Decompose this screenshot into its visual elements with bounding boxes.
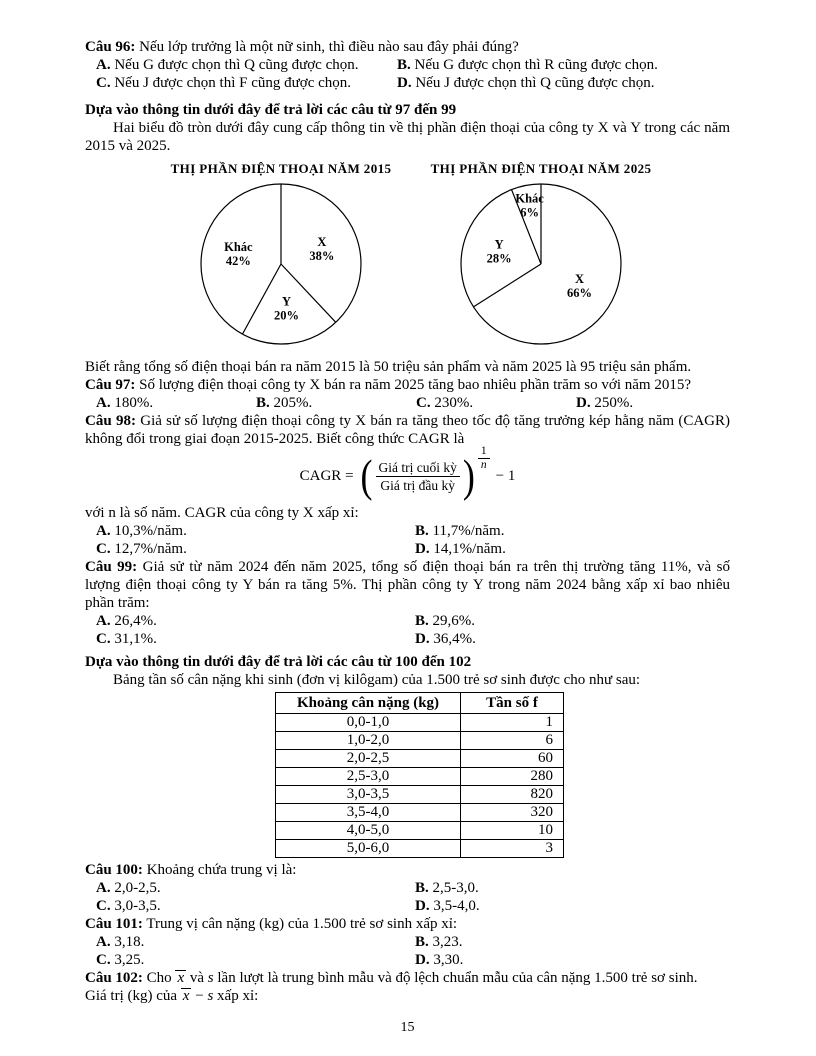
question-101-label: Câu 101:	[85, 916, 143, 932]
answer-option-b: B. 11,7%/năm.	[415, 523, 505, 539]
pie-chart-2015	[165, 161, 397, 354]
weight-range-cell: 3,0-3,5	[276, 786, 461, 804]
weight-range-cell: 3,5-4,0	[276, 804, 461, 822]
answer-option-d: D. Nếu J được chọn thì Q cũng được chọn.	[397, 75, 655, 91]
x-bar-symbol: x	[182, 988, 190, 1004]
question-102	[85, 969, 730, 1005]
question-97-text: Câu 97: Số lượng điện thoại công ty X bán ra năm 2025 tăng bao nhiêu phần trăm so với năm 2015?	[85, 377, 691, 393]
pie-slice-label: Khác	[515, 191, 544, 206]
answer-option-c: C. 3,0-3,5.	[96, 898, 161, 914]
question-97-options	[85, 394, 730, 412]
table-row	[276, 750, 564, 768]
question-96	[85, 38, 730, 92]
table-header-cell: Tần số f	[461, 693, 564, 714]
frequency-cell: 10	[461, 822, 564, 840]
section-header-100-102: Dựa vào thông tin dưới đây để trả lời các câu từ 100 đến 102	[85, 654, 472, 670]
frequency-table	[275, 692, 564, 858]
weight-range-cell: 2,5-3,0	[276, 768, 461, 786]
question-98	[85, 412, 730, 558]
pie-chart-2015-figure	[165, 177, 397, 354]
answer-option-d: D. 36,4%.	[415, 631, 476, 647]
question-97-label: Câu 97:	[85, 377, 136, 393]
question-98-options	[85, 522, 730, 558]
answer-option-b: B. 2,5-3,0.	[415, 880, 479, 896]
answer-option-b: B. Nếu G được chọn thì R cũng được chọn.	[397, 57, 658, 73]
weight-range-cell: 5,0-6,0	[276, 840, 461, 858]
question-100-options	[85, 879, 730, 915]
page-number: 15	[400, 1020, 415, 1035]
pie-chart-2025-title: THỊ PHẦN ĐIỆN THOẠI NĂM 2025	[430, 161, 652, 176]
table-row	[276, 786, 564, 804]
answer-option-b: B. 205%.	[256, 395, 313, 411]
pie-slice-label: X	[317, 234, 327, 249]
formula-denominator: Giá trị đầu kỳ	[380, 477, 456, 493]
question-99-options	[85, 612, 730, 648]
answer-option-a: A. Nếu G được chọn thì Q cũng được chọn.	[96, 57, 359, 73]
pie-slice-label: Y	[494, 237, 504, 252]
answer-option-a: A. 2,0-2,5.	[96, 880, 161, 896]
question-96-options	[85, 56, 730, 92]
answer-option-a: A. 3,18.	[96, 934, 145, 950]
weight-range-cell: 0,0-1,0	[276, 714, 461, 732]
formula-lhs: CAGR =	[299, 467, 354, 484]
pie-charts-row	[85, 161, 730, 354]
answer-option-c: C. 12,7%/năm.	[96, 541, 187, 557]
frequency-cell: 820	[461, 786, 564, 804]
pie-slice-label: Khác	[224, 240, 253, 255]
formula-tail: − 1	[495, 467, 516, 484]
question-99	[85, 558, 730, 648]
question-98-after: với n là số năm. CAGR của công ty X xấp xỉ:	[85, 505, 359, 521]
question-102-line2: Giá trị (kg) của x − s xấp xỉ:	[85, 988, 259, 1004]
pie-svg	[196, 179, 366, 349]
section-header-97-99: Dựa vào thông tin dưới đây để trả lời các câu từ 97 đến 99	[85, 102, 457, 118]
question-98-label: Câu 98:	[85, 413, 136, 429]
answer-option-a: A. 180%.	[96, 395, 154, 411]
table-header-cell: Khoảng cân nặng (kg)	[276, 693, 461, 714]
frequency-cell: 320	[461, 804, 564, 822]
question-101-text: Câu 101: Trung vị cân nặng (kg) của 1.500 trẻ sơ sinh xấp xỉ:	[85, 916, 458, 932]
answer-option-c: C. 31,1%.	[96, 631, 157, 647]
formula-fraction	[374, 459, 462, 494]
question-97	[85, 376, 730, 412]
question-96-label: Câu 96:	[85, 39, 136, 55]
pie-slice-label: 28%	[486, 251, 512, 266]
x-bar-symbol: x	[177, 970, 185, 986]
question-100-text: Câu 100: Khoảng chứa trung vị là:	[85, 862, 297, 878]
formula-open-paren: (	[360, 451, 373, 501]
pie-chart-2025-figure	[425, 177, 657, 354]
answer-option-a: A. 26,4%.	[96, 613, 157, 629]
table-row	[276, 714, 564, 732]
frequency-cell: 6	[461, 732, 564, 750]
table-row	[276, 768, 564, 786]
pie-slice-label: 38%	[309, 248, 335, 263]
frequency-cell: 1	[461, 714, 564, 732]
frequency-cell: 3	[461, 840, 564, 858]
question-99-label: Câu 99:	[85, 559, 138, 575]
formula-close-paren: )	[462, 451, 475, 501]
question-99-text: Câu 99: Giả sử từ năm 2024 đến năm 2025, tổng số điện thoại bán ra trên thị trường tăng 11%, và số lượng điện thoại công ty Y bán ra tăng 5%. Thị phần công ty Y trong năm 2024 bằng xấp xỉ bao nhiêu phần trăm:	[85, 559, 731, 611]
answer-option-c: C. 3,25.	[96, 952, 145, 968]
formula-numerator: Giá trị cuối kỳ	[376, 459, 460, 477]
charts-note: Biết rằng tổng số điện thoại bán ra năm 2015 là 50 triệu sản phẩm và năm 2025 là 95 triệu sản phẩm.	[85, 359, 692, 375]
cagr-formula	[85, 445, 730, 503]
question-101-options	[85, 933, 730, 969]
answer-option-c: C. Nếu J được chọn thì F cũng được chọn.	[96, 75, 352, 91]
pie-slice-label: X	[575, 272, 585, 287]
table-row	[276, 822, 564, 840]
pie-slice-label: 66%	[567, 286, 593, 301]
question-98-text: Câu 98: Giả sử số lượng điện thoại công ty X bán ra tăng theo tốc độ tăng trưởng kép hằng năm (CAGR) không đổi trong giai đoạn 2015-2025. Biết công thức CAGR là	[85, 413, 731, 447]
answer-option-b: B. 3,23.	[415, 934, 463, 950]
answer-option-b: B. 29,6%.	[415, 613, 476, 629]
weight-range-cell: 2,0-2,5	[276, 750, 461, 768]
table-row	[276, 732, 564, 750]
answer-option-a: A. 10,3%/năm.	[96, 523, 187, 539]
pie-slice-label: Y	[281, 294, 292, 309]
question-100	[85, 861, 730, 915]
frequency-table-body	[276, 714, 564, 858]
question-102-line1: Câu 102: Cho x và s lần lượt là trung bình mẫu và độ lệch chuẩn mẫu của cân nặng 1.500 trẻ sơ sinh.	[85, 970, 698, 986]
answer-option-d: D. 14,1%/năm.	[415, 541, 506, 557]
table-row	[276, 804, 564, 822]
pie-slice-label: 20%	[274, 308, 300, 323]
frequency-cell: 280	[461, 768, 564, 786]
question-96-text: Câu 96: Nếu lớp trưởng là một nữ sinh, thì điều nào sau đây phải đúng?	[85, 39, 519, 55]
frequency-table-head	[276, 693, 564, 714]
section-100-102-intro: Bảng tần số cân nặng khi sinh (đơn vị kilôgam) của 1.500 trẻ sơ sinh được cho như sau:	[113, 672, 641, 688]
question-101	[85, 915, 730, 969]
pie-chart-2025	[425, 161, 657, 354]
section-97-99-intro: Hai biểu đồ tròn dưới đây cung cấp thông tin về thị phần điện thoại của công ty X và Y trong các năm 2015 và 2025.	[85, 120, 730, 154]
answer-option-d: D. 250%.	[576, 395, 634, 411]
pie-slice-label: 42%	[225, 254, 251, 269]
frequency-cell: 60	[461, 750, 564, 768]
pie-svg	[456, 179, 626, 349]
question-100-label: Câu 100:	[85, 862, 143, 878]
table-row	[276, 840, 564, 858]
formula-exponent: 1 n	[478, 445, 490, 472]
weight-range-cell: 4,0-5,0	[276, 822, 461, 840]
answer-option-d: D. 3,5-4,0.	[415, 898, 480, 914]
answer-option-c: C. 230%.	[416, 395, 474, 411]
pie-chart-2015-title: THỊ PHẦN ĐIỆN THOẠI NĂM 2015	[170, 161, 392, 176]
weight-range-cell: 1,0-2,0	[276, 732, 461, 750]
answer-option-d: D. 3,30.	[415, 952, 464, 968]
pie-slice-label: 6%	[520, 205, 539, 220]
